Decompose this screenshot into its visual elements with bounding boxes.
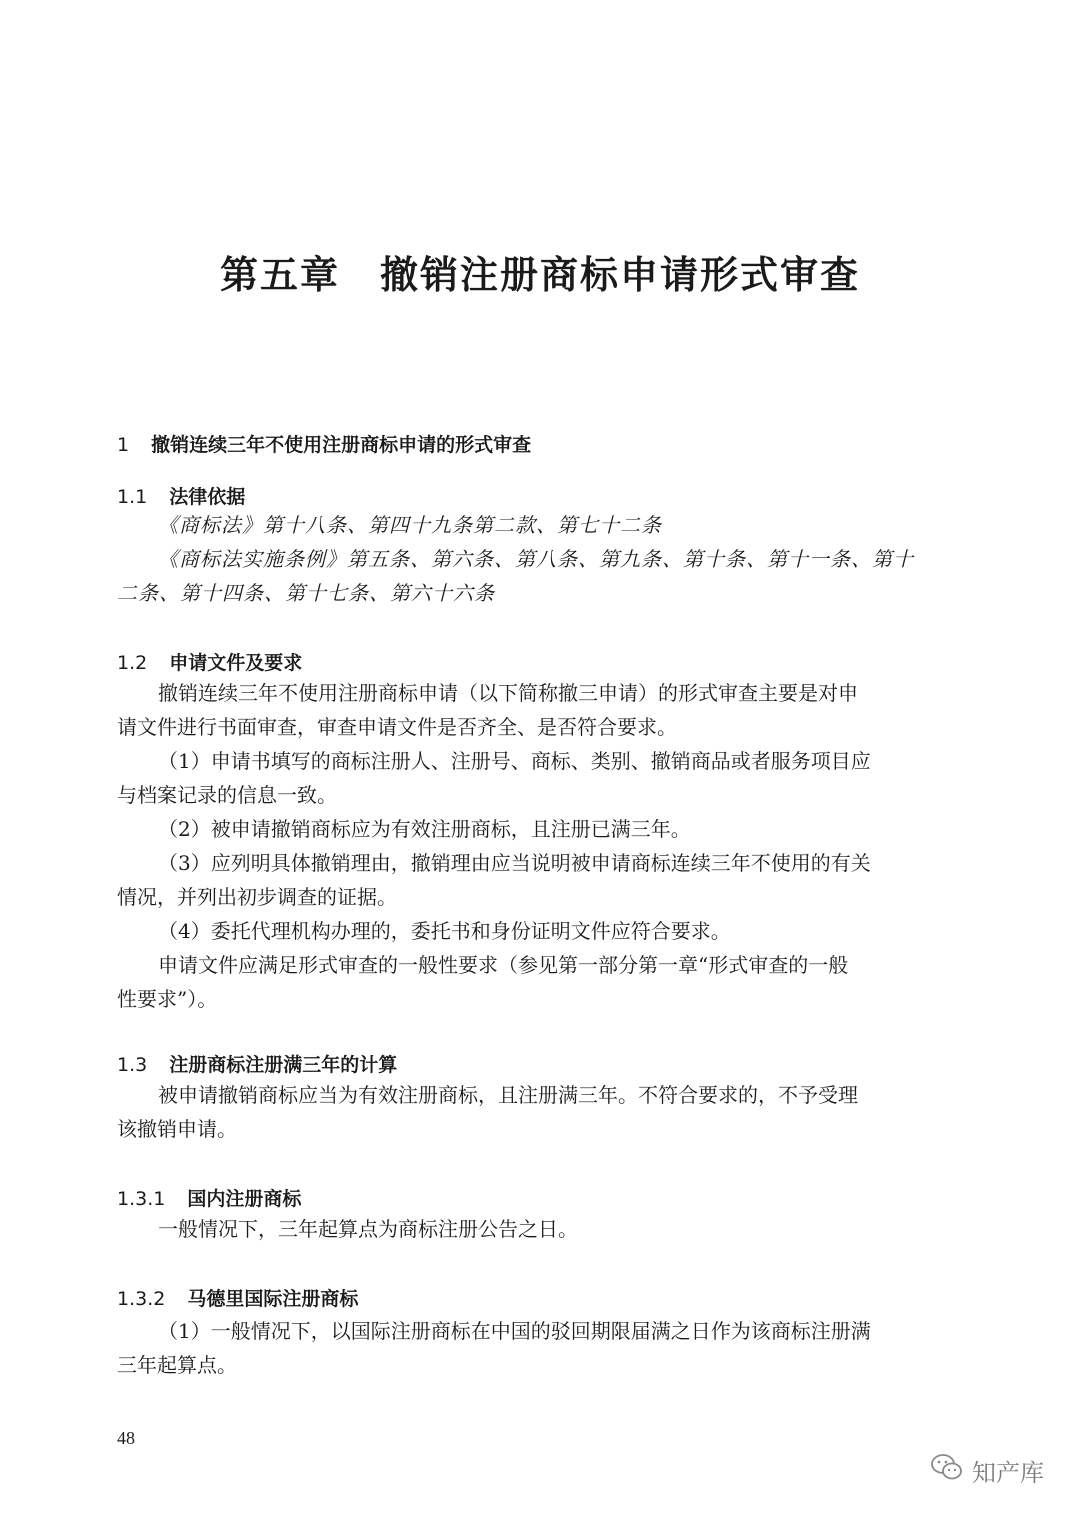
paragraph-line: 请文件进行书面审查，审查申请文件是否齐全、是否符合要求。 — [117, 715, 677, 739]
paragraph-line: （1）申请书填写的商标注册人、注册号、商标、类别、撤销商品或者服务项目应 — [158, 749, 871, 773]
watermark-text: 知产库 — [972, 1458, 1044, 1487]
paragraph-line: （4）委托代理机构办理的，委托书和身份证明文件应符合要求。 — [158, 919, 731, 943]
section-heading-1-2: 1.2 申请文件及要求 — [117, 652, 303, 674]
legal-basis-line-2: 《商标法实施条例》第五条、第六条、第八条、第九条、第十条、第十一条、第十 — [158, 547, 914, 571]
paragraph-line: 与档案记录的信息一致。 — [117, 783, 337, 807]
watermark — [930, 1452, 1044, 1488]
paragraph-line: （3）应列明具体撤销理由，撤销理由应当说明被申请商标连续三年不使用的有关 — [158, 851, 871, 875]
page-number: 48 — [117, 1428, 135, 1448]
wechat-icon — [930, 1452, 972, 1488]
paragraph-line: 该撤销申请。 — [117, 1117, 237, 1141]
paragraph-line: 情况，并列出初步调查的证据。 — [117, 885, 397, 909]
paragraph-line: （2）被申请撤销商标应为有效注册商标，且注册已满三年。 — [158, 817, 691, 841]
paragraph-line: 撤销连续三年不使用注册商标申请（以下简称撤三申请）的形式审查主要是对申 — [158, 681, 858, 705]
paragraph-line: 一般情况下，三年起算点为商标注册公告之日。 — [158, 1217, 578, 1241]
chapter-name: 撤销注册商标申请形式审查 — [380, 252, 861, 297]
chapter-title — [0, 244, 1080, 299]
section-heading-1-3: 1.3 注册商标注册满三年的计算 — [117, 1054, 398, 1076]
paragraph-line: 被申请撤销商标应当为有效注册商标，且注册满三年。不符合要求的，不予受理 — [158, 1083, 858, 1107]
legal-basis-line-1: 《商标法》第十八条、第四十九条第二款、第七十二条 — [158, 513, 662, 537]
section-heading-1: 1 撤销连续三年不使用注册商标申请的形式审查 — [117, 434, 532, 456]
paragraph-line: 申请文件应满足形式审查的一般性要求（参见第一部分第一章“形式审查的一般 — [158, 953, 849, 977]
legal-basis-line-3: 二条、第十四条、第十七条、第六十六条 — [117, 581, 495, 605]
section-heading-1-3-1: 1.3.1 国内注册商标 — [117, 1188, 302, 1210]
paragraph-line: （1）一般情况下，以国际注册商标在中国的驳回期限届满之日作为该商标注册满 — [158, 1319, 871, 1343]
section-heading-1-1: 1.1 法律依据 — [117, 486, 246, 508]
chapter-label: 第五章 — [219, 252, 340, 297]
section-heading-1-3-2: 1.3.2 马德里国际注册商标 — [117, 1288, 359, 1310]
paragraph-line: 性要求”）。 — [117, 987, 218, 1011]
paragraph-line: 三年起算点。 — [117, 1353, 237, 1377]
